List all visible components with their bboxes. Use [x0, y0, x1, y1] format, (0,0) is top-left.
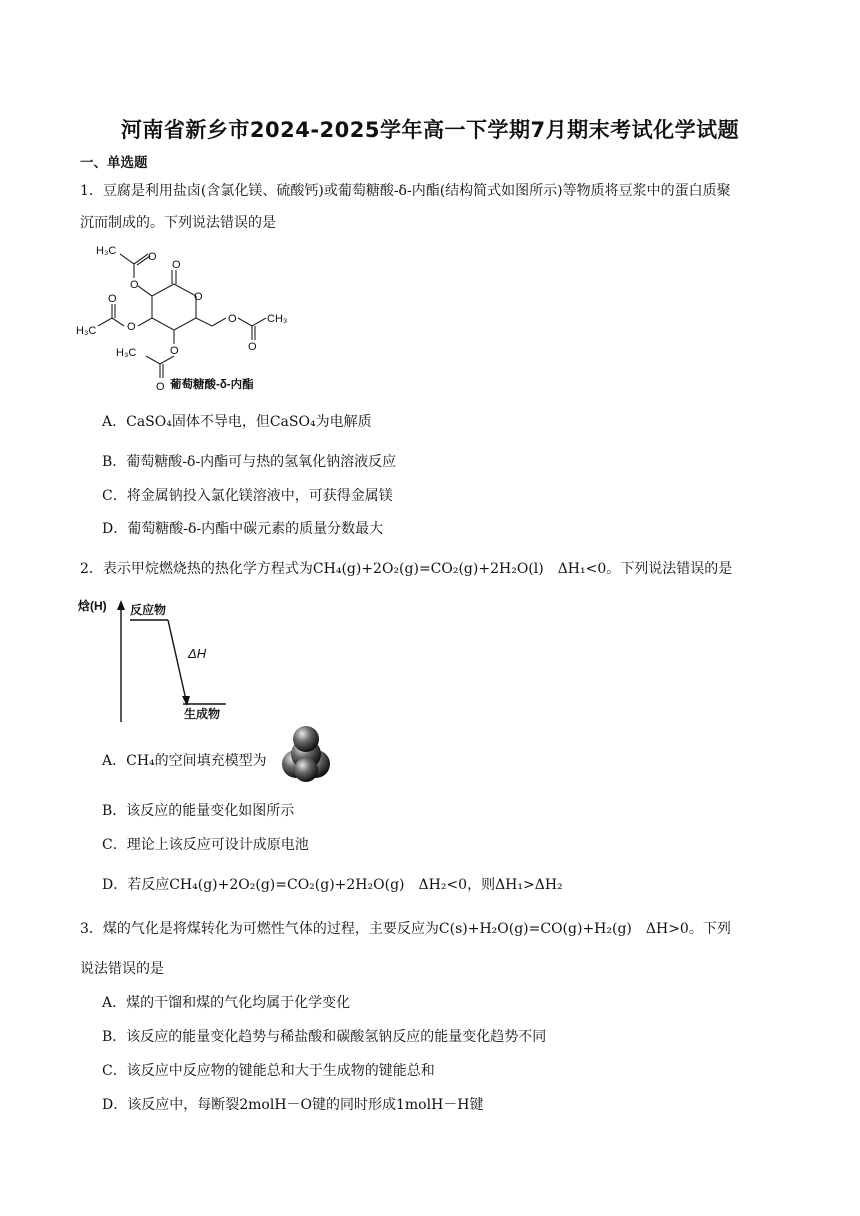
atom-label: H₃C: [116, 347, 137, 359]
methane-space-filling-model: [276, 724, 336, 784]
q3-option-c: C．该反应中反应物的键能总和大于生成物的键能总和: [102, 1063, 435, 1079]
atom-label: O: [172, 259, 181, 271]
atom-label: H₃C: [96, 245, 117, 257]
q1-option-b: B．葡萄糖酸-δ-内酯可与热的氢氧化钠溶液反应: [102, 454, 397, 470]
q2-option-d: D．若反应CH₄(g)+2O₂(g)=CO₂(g)+2H₂O(g) ΔH₂<0，则ΔH₁>ΔH₂: [102, 877, 563, 893]
bond: [146, 356, 160, 364]
atom-label: O: [194, 291, 203, 303]
bond: [120, 254, 134, 264]
q1-option-a: A．CaSO₄固体不导电，但CaSO₄为电解质: [102, 414, 372, 430]
bond: [252, 318, 266, 326]
q1-stem-line2: 沉而制成的。下列说法错误的是: [80, 215, 276, 231]
atom-label: H₃C: [76, 325, 97, 337]
atom-label: O: [156, 381, 165, 393]
energy-diagram: [76, 590, 246, 725]
q3-stem-line2: 说法错误的是: [80, 961, 164, 977]
q2-stem-line1: 2．表示甲烷燃烧热的热化学方程式为CH₄(g)+2O₂(g)=CO₂(g)+2H₂O(l) ΔH₁<0。下列说法错误的是: [80, 561, 733, 577]
exam-title: 河南省新乡市2024-2025学年高一下学期7月期末考试化学试题: [120, 118, 740, 142]
reactant-label: 反应物: [130, 603, 167, 617]
bond: [238, 318, 252, 326]
bond: [112, 318, 124, 326]
bond: [98, 318, 112, 326]
q3-stem-line1: 3．煤的气化是将煤转化为可燃性气体的过程，主要反应为C(s)+H₂O(g)=CO(g)+H₂(g) ΔH>0。下列: [80, 921, 731, 937]
q3-option-a: A．煤的干馏和煤的气化均属于化学变化: [102, 995, 351, 1011]
q2-option-b: B．该反应的能量变化如图所示: [102, 803, 295, 819]
atom-label: O: [127, 321, 136, 333]
atom-label: O: [170, 345, 179, 357]
q3-option-d: D．该反应中，每断裂2molH－O键的同时形成1molH－H键: [102, 1097, 484, 1113]
q2-option-c: C．理论上该反应可设计成原电池: [102, 837, 309, 853]
atom-label: O: [228, 313, 237, 325]
bond: [160, 356, 174, 364]
y-axis-label: 焓(H): [78, 599, 107, 613]
atom-label: CH₃: [267, 313, 288, 325]
atom-label: O: [130, 279, 139, 291]
bond: [196, 318, 212, 326]
q1-option-d: D．葡萄糖酸-δ-内酯中碳元素的质量分数最大: [102, 521, 384, 537]
bond: [152, 284, 174, 296]
y-axis-arrow: [117, 600, 125, 610]
q2-option-a: A．CH₄的空间填充模型为: [102, 753, 267, 769]
bond: [174, 318, 196, 330]
bond: [174, 284, 196, 296]
structure-caption: 葡萄糖酸-δ-内酯: [170, 379, 254, 391]
q1-stem-line1: 1．豆腐是利用盐卤(含氯化镁、硫酸钙)或葡萄糖酸-δ-内酯(结构简式如图所示)等物质将豆浆中的蛋白质聚: [80, 183, 731, 199]
atom-label: O: [248, 341, 257, 353]
bond: [138, 318, 152, 326]
h-atom-sphere: [294, 758, 318, 782]
delta-h-label: ΔH: [188, 646, 207, 661]
q3-option-b: B．该反应的能量变化趋势与稀盐酸和碳酸氢钠反应的能量变化趋势不同: [102, 1029, 547, 1045]
enthalpy-change-arrow: [168, 620, 186, 700]
bond: [212, 318, 226, 326]
product-label: 生成物: [184, 707, 221, 721]
q1-option-c: C．将金属钠投入氯化镁溶液中，可获得金属镁: [102, 488, 393, 504]
section-heading: 一、单选题: [80, 155, 148, 171]
atom-label: O: [148, 251, 157, 263]
atom-label: O: [108, 293, 117, 305]
bond: [152, 318, 174, 330]
bond: [138, 286, 152, 296]
h-atom-sphere: [293, 726, 319, 752]
glucono-delta-lactone-structure: [76, 238, 296, 394]
